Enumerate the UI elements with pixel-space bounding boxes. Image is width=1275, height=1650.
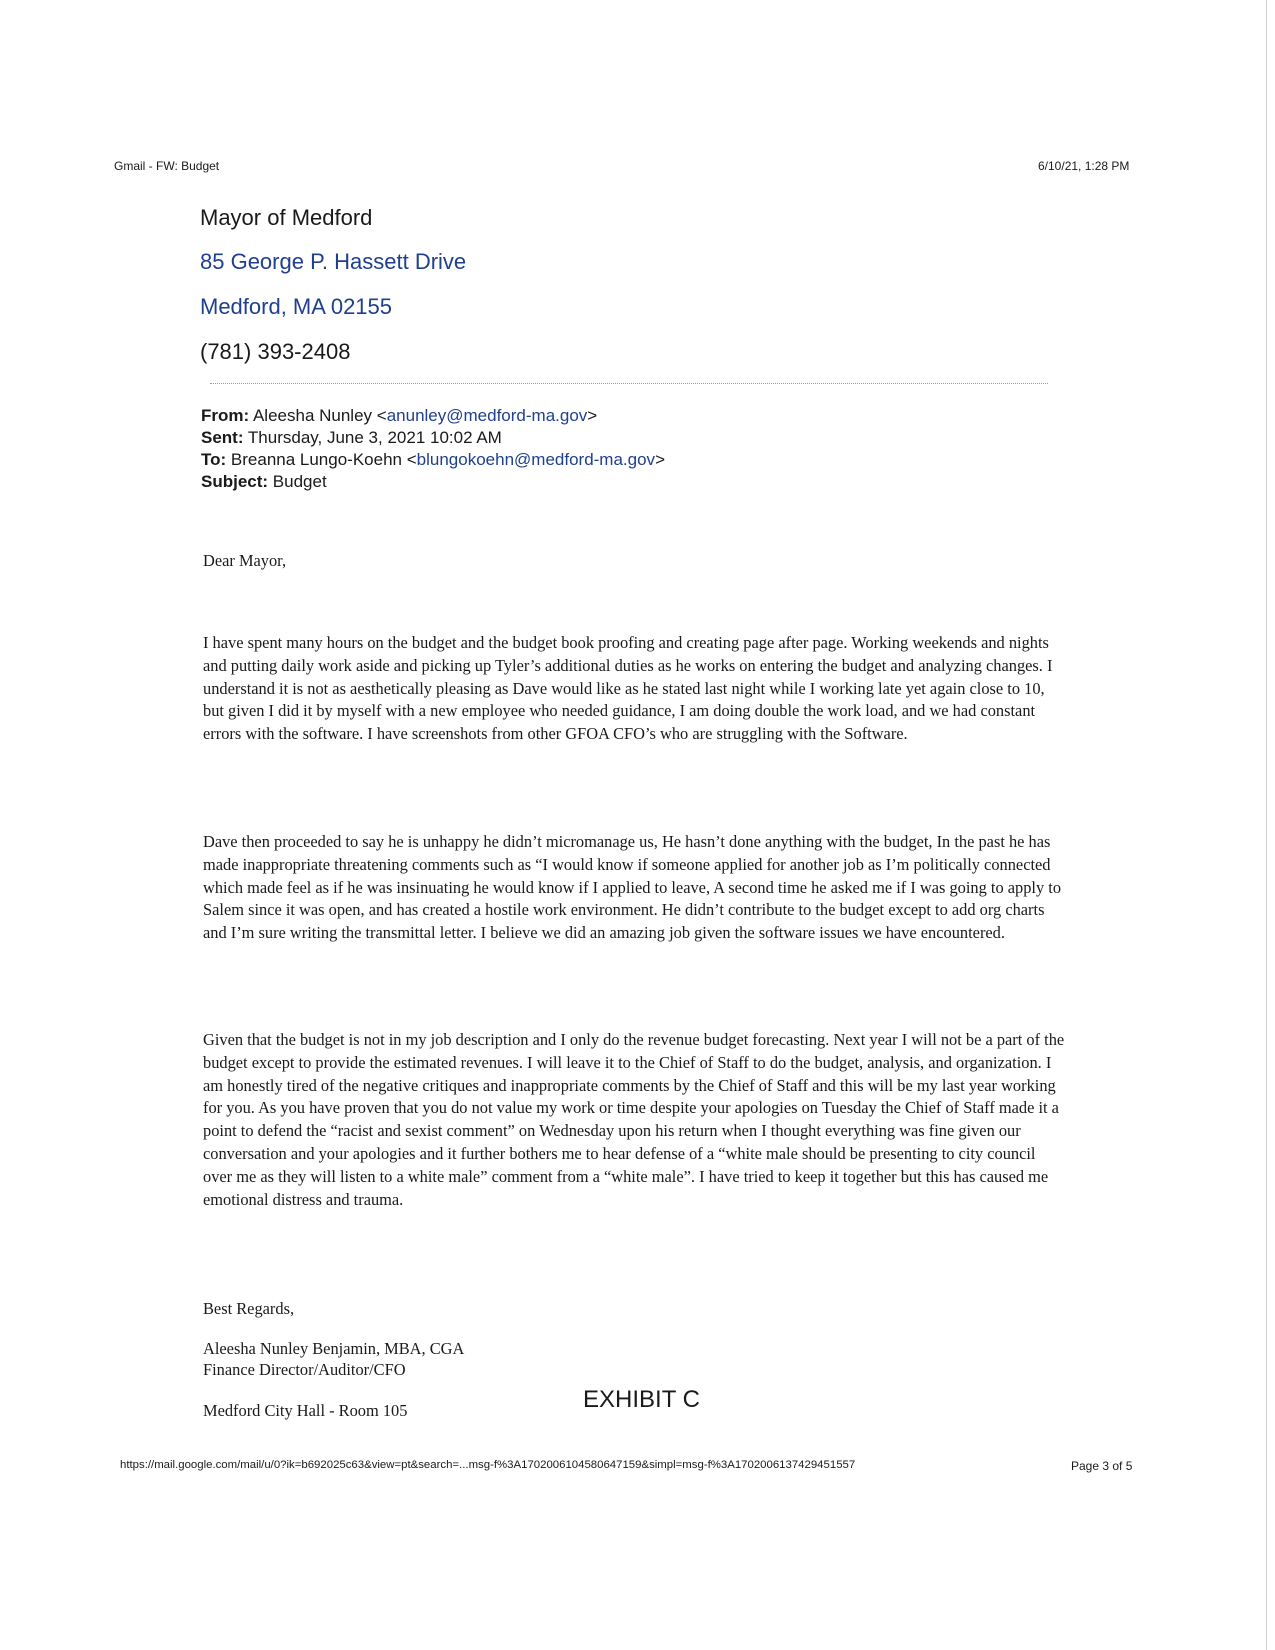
signer-name: Aleesha Nunley Benjamin, MBA, CGA — [203, 1339, 465, 1358]
scan-edge — [1266, 0, 1267, 1650]
divider — [210, 383, 1048, 384]
subject-value: Budget — [272, 472, 327, 491]
to-name: Breanna Lungo-Koehn — [230, 450, 402, 469]
from-label: From: — [201, 406, 250, 425]
body-paragraph: I have spent many hours on the budget and the budget book proofing and creating page after page. Working weekends and nights and putting daily work aside and picking up Tyler’s additional duties as he works on entering the budget and analyzing changes. I understand it is not as aesthetically pleasing as Dave would like as he stated last night while I working late yet again close to 10, but given I did it by myself with a new employee who needed guidance, I am doing double the work load, and we had constant errors with the software. I have screenshots from other GFOA CFO’s who are struggling with the Software. — [203, 633, 1053, 744]
from-name: Aleesha Nunley — [252, 406, 373, 425]
to-label: To: — [201, 450, 227, 469]
body-paragraph: Given that the budget is not in my job description and I only do the revenue budget forecasting. Next year I will not be a part of the budget except to provide the estimated revenues. I will leave it to the Chief of Staff to do the budget, analysis, and organization. I am honestly tired of the negative critiques and inappropriate comments by the Chief of Staff and this will be my last year working for you. As you have proven that you do not value my work or time despite your apologies on Tuesday the Chief of Staff made it a point to defend the “racist and sexist comment” on Wednesday upon his return when I thought everything was fine given our conversation and your apologies and it further bothers me to hear defense of a “white male should be presenting to city council over me as they will listen to a white male” comment from a “white male”. I have tried to keep it together but this has caused me emotional distress and trauma. — [203, 1030, 1065, 1209]
meta-from: From: Aleesha Nunley <anunley@medford-ma.gov> — [201, 406, 598, 425]
to-email-link[interactable]: blungokoehn@medford-ma.gov — [416, 450, 656, 469]
sent-value: Thursday, June 3, 2021 10:02 AM — [247, 428, 502, 447]
print-footer-url: https://mail.google.com/mail/u/0?ik=b692025c63&view=pt&search=...msg-f%3A1702006104580647159&simpl=msg-f%3A1702006137429451557 — [120, 1459, 856, 1471]
print-footer-page-number: Page 3 of 5 — [1071, 1459, 1133, 1473]
from-email-link[interactable]: anunley@medford-ma.gov — [386, 406, 588, 425]
meta-sent — [201, 427, 502, 449]
signature-title: Mayor of Medford — [200, 205, 373, 230]
salutation: Dear Mayor, — [203, 551, 287, 570]
signature-phone: (781) 393-2408 — [200, 339, 351, 364]
print-header-timestamp: 6/10/21, 1:28 PM — [1038, 159, 1130, 173]
meta-to: To: Breanna Lungo-Koehn <blungokoehn@medford-ma.gov> — [201, 450, 665, 469]
print-header-title: Gmail - FW: Budget — [114, 159, 220, 173]
meta-subject — [201, 471, 327, 493]
closing: Best Regards, — [203, 1299, 295, 1318]
subject-label: Subject: — [201, 472, 269, 491]
signer-title: Finance Director/Auditor/CFO — [203, 1360, 406, 1379]
body-paragraph: Dave then proceeded to say he is unhappy he didn’t micromanage us, He hasn’t done anything with the budget, In the past he has made inappropriate threatening comments such as “I would know if someone applied for another job as I’m politically connected which made feel as if he was insinuating he would know if I applied to leave, A second time he asked me if I was going to apply to Salem since it was open, and has created a hostile work environment. He didn’t contribute to the budget except to add org charts and I’m sure writing the transmittal letter. I believe we did an amazing job given the software issues we have encountered. — [203, 832, 1062, 943]
signature-street-link[interactable]: 85 George P. Hassett Drive — [200, 249, 467, 274]
signature-city-link[interactable]: Medford, MA 02155 — [200, 294, 393, 319]
exhibit-label: EXHIBIT C — [583, 1386, 700, 1413]
sent-label: Sent: — [201, 428, 244, 447]
signer-office: Medford City Hall - Room 105 — [203, 1401, 408, 1420]
